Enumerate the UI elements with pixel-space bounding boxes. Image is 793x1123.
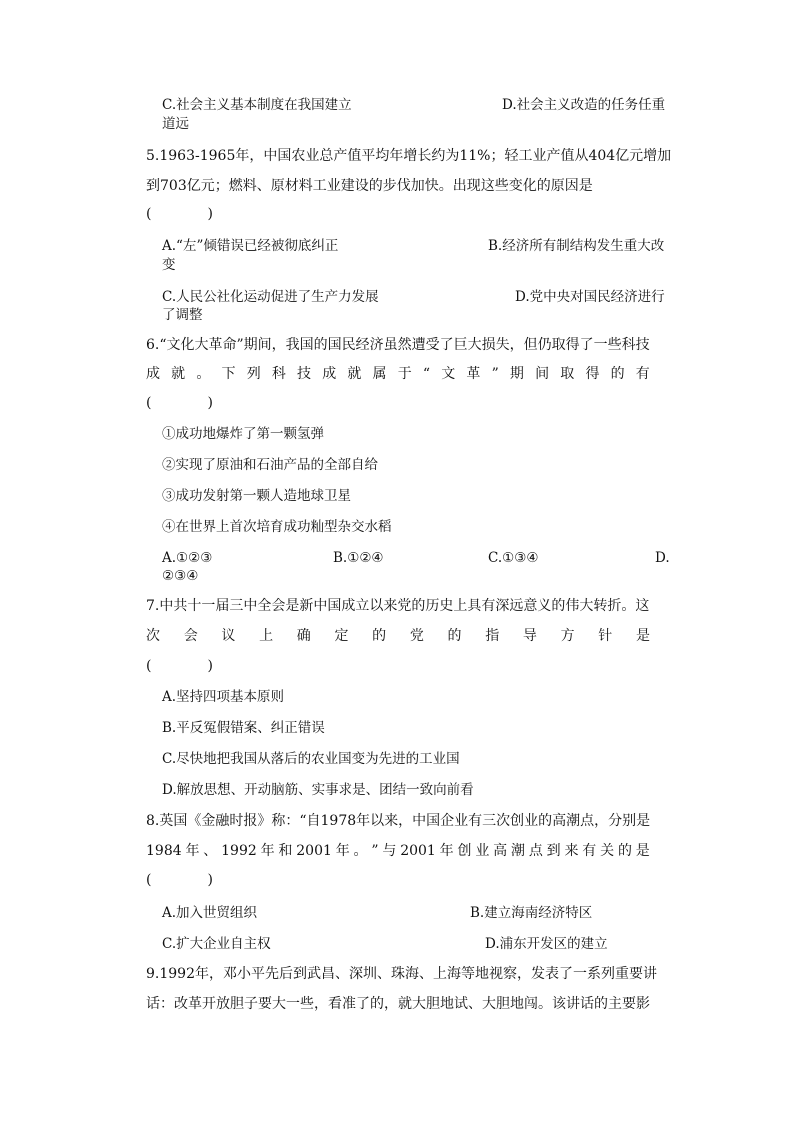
q8-stem-token: 年 <box>439 843 454 859</box>
q5-option-d: D.党中央对国民经济进行 <box>515 289 665 305</box>
q7-stem-char: 党 <box>409 628 424 644</box>
q7-stem-char: 针 <box>598 628 613 644</box>
q5-option-c: C.人民公社化运动促进了生产力发展 <box>162 289 379 305</box>
q8-stem-token: 潮 <box>510 843 525 859</box>
q6-stem-char: ” <box>491 366 499 382</box>
q6-answer-blank: ( ) <box>146 395 213 411</box>
q7-stem-char: 的 <box>372 628 387 644</box>
q7-stem-line1: 7.中共十一届三中全会是新中国成立以来党的历史上具有深远意义的伟大转折。这 <box>146 598 650 614</box>
q6-stem-char: 的 <box>610 366 625 382</box>
q6-stem-char: 成 <box>322 366 337 382</box>
q6-item-1: ①成功地爆炸了第一颗氢弹 <box>162 426 324 442</box>
q6-option-d: D. <box>655 550 670 566</box>
q6-stem-char: 期 <box>509 366 524 382</box>
q5-option-d-continued: 了调整 <box>162 307 203 323</box>
q7-option-b: B.平反冤假错案、纠正错误 <box>162 720 325 736</box>
q6-stem-char: “ <box>422 366 431 382</box>
q7-option-c: C.尽快地把我国从落后的农业国变为先进的工业国 <box>162 751 460 767</box>
q6-stem-line2 <box>146 365 650 383</box>
q6-stem-char: 间 <box>535 366 550 382</box>
q8-option-d: D.浦东开发区的建立 <box>485 936 608 952</box>
q8-stem-token: 。 <box>353 843 368 859</box>
q6-stem-char: 科 <box>271 366 286 382</box>
q6-stem-line1: 6.“文化大革命”期间，我国的国民经济虽然遭受了巨大损失，但仍取得了一些科技 <box>146 337 650 353</box>
q7-stem-char: 是 <box>635 628 650 644</box>
q8-stem-token: 来 <box>564 843 579 859</box>
q6-stem-char: 得 <box>585 366 600 382</box>
q7-stem-char: 上 <box>259 628 274 644</box>
q8-stem-token: 、 <box>203 843 218 859</box>
q7-stem-line2 <box>146 627 650 645</box>
q8-stem-line2 <box>146 842 650 860</box>
q6-item-3: ③成功发射第一颗人造地球卫星 <box>162 488 351 504</box>
q6-stem-char: 。 <box>196 366 211 382</box>
q6-option-b: B.①②④ <box>333 550 384 566</box>
q6-stem-char: 有 <box>635 366 650 382</box>
q6-stem-char: 取 <box>560 366 575 382</box>
q8-option-b: B.建立海南经济特区 <box>470 905 593 921</box>
q8-stem-token: 的 <box>617 843 632 859</box>
q8-stem-token: 1984 <box>146 843 182 859</box>
q8-stem-line1: 8.英国《金融时报》称：“自1978年以来，中国企业有三次创业的高潮点，分别是 <box>146 813 651 829</box>
q5-stem-line2: 到703亿元；燃料、原材料工业建设的步伐加快。出现这些变化的原因是 <box>146 178 593 194</box>
q8-stem-token: 与 <box>382 843 397 859</box>
q5-answer-blank: ( ) <box>146 206 213 222</box>
q8-stem-token: 2001 <box>296 843 332 859</box>
q8-option-c: C.扩大企业自主权 <box>162 936 271 952</box>
q6-stem-char: 列 <box>246 366 261 382</box>
q8-stem-token: 和 <box>278 843 293 859</box>
q8-stem-token: 关 <box>600 843 615 859</box>
q8-stem-token: 年 <box>260 843 275 859</box>
q4-option-c: C.社会主义基本制度在我国建立 <box>162 97 352 113</box>
q7-stem-char: 方 <box>560 628 575 644</box>
q7-stem-char: 议 <box>221 628 236 644</box>
q8-stem-token: 业 <box>475 843 490 859</box>
q6-stem-char: 文 <box>441 366 456 382</box>
q8-stem-token: 是 <box>635 843 650 859</box>
q5-option-b: B.经济所有制结构发生重大改 <box>488 238 665 254</box>
q7-answer-blank: ( ) <box>146 658 213 674</box>
q8-answer-blank: ( ) <box>146 872 213 888</box>
q4-option-d-continued: 道远 <box>162 116 189 132</box>
q8-stem-token: 到 <box>546 843 561 859</box>
q7-option-a: A.坚持四项基本原则 <box>162 689 285 705</box>
q9-stem-line2: 话：改革开放胆子要大一些，看准了的，就大胆地试、大胆地闯。该讲话的主要影 <box>146 996 650 1012</box>
q6-item-4: ④在世界上首次培育成功籼型杂交水稻 <box>162 519 392 535</box>
q6-stem-char: 成 <box>146 366 160 382</box>
q7-stem-char: 次 <box>146 628 160 644</box>
q6-option-d-continued: ②③④ <box>162 568 199 584</box>
q6-option-a: A.①②③ <box>162 550 213 566</box>
q5-option-a: A.“左”倾错误已经被彻底纠正 <box>162 238 339 254</box>
q8-stem-token: 年 <box>335 843 350 859</box>
q7-option-d: D.解放思想、开动脑筋、实事求是、团结一致向前看 <box>162 782 474 798</box>
q6-stem-char: 就 <box>347 366 362 382</box>
q8-stem-token: 1992 <box>221 843 257 859</box>
q8-option-a: A.加入世贸组织 <box>162 905 258 921</box>
q6-stem-char: 技 <box>297 366 312 382</box>
q7-stem-char: 会 <box>183 628 198 644</box>
q4-option-d: D.社会主义改造的任务任重 <box>502 97 666 113</box>
q7-stem-char: 确 <box>296 628 311 644</box>
q8-stem-token: 有 <box>582 843 597 859</box>
q9-stem-line1: 9.1992年，邓小平先后到武昌、深圳、珠海、上海等地视察，发表了一系列重要讲 <box>146 966 657 982</box>
q6-stem-char: 下 <box>221 366 236 382</box>
q6-option-c: C.①③④ <box>488 550 539 566</box>
q6-stem-char: 属 <box>372 366 387 382</box>
q8-stem-token: 点 <box>528 843 543 859</box>
q8-stem-token: 创 <box>457 843 472 859</box>
q8-stem-token: ” <box>371 843 379 859</box>
q7-stem-char: 的 <box>447 628 462 644</box>
q7-stem-char: 导 <box>522 628 537 644</box>
q7-stem-char: 定 <box>334 628 349 644</box>
q5-stem-line1: 5.1963-1965年，中国农业总产值平均年增长约为11%；轻工业产值从404亿元增加 <box>146 148 672 164</box>
q7-stem-char: 指 <box>485 628 500 644</box>
q5-option-b-continued: 变 <box>162 257 176 273</box>
q8-stem-token: 高 <box>493 843 508 859</box>
q6-stem-char: 革 <box>466 366 481 382</box>
q6-stem-char: 就 <box>171 366 186 382</box>
q6-stem-char: 于 <box>397 366 412 382</box>
q6-item-2: ②实现了原油和石油产品的全部自给 <box>162 457 378 473</box>
q8-stem-token: 2001 <box>400 843 436 859</box>
q8-stem-token: 年 <box>185 843 200 859</box>
